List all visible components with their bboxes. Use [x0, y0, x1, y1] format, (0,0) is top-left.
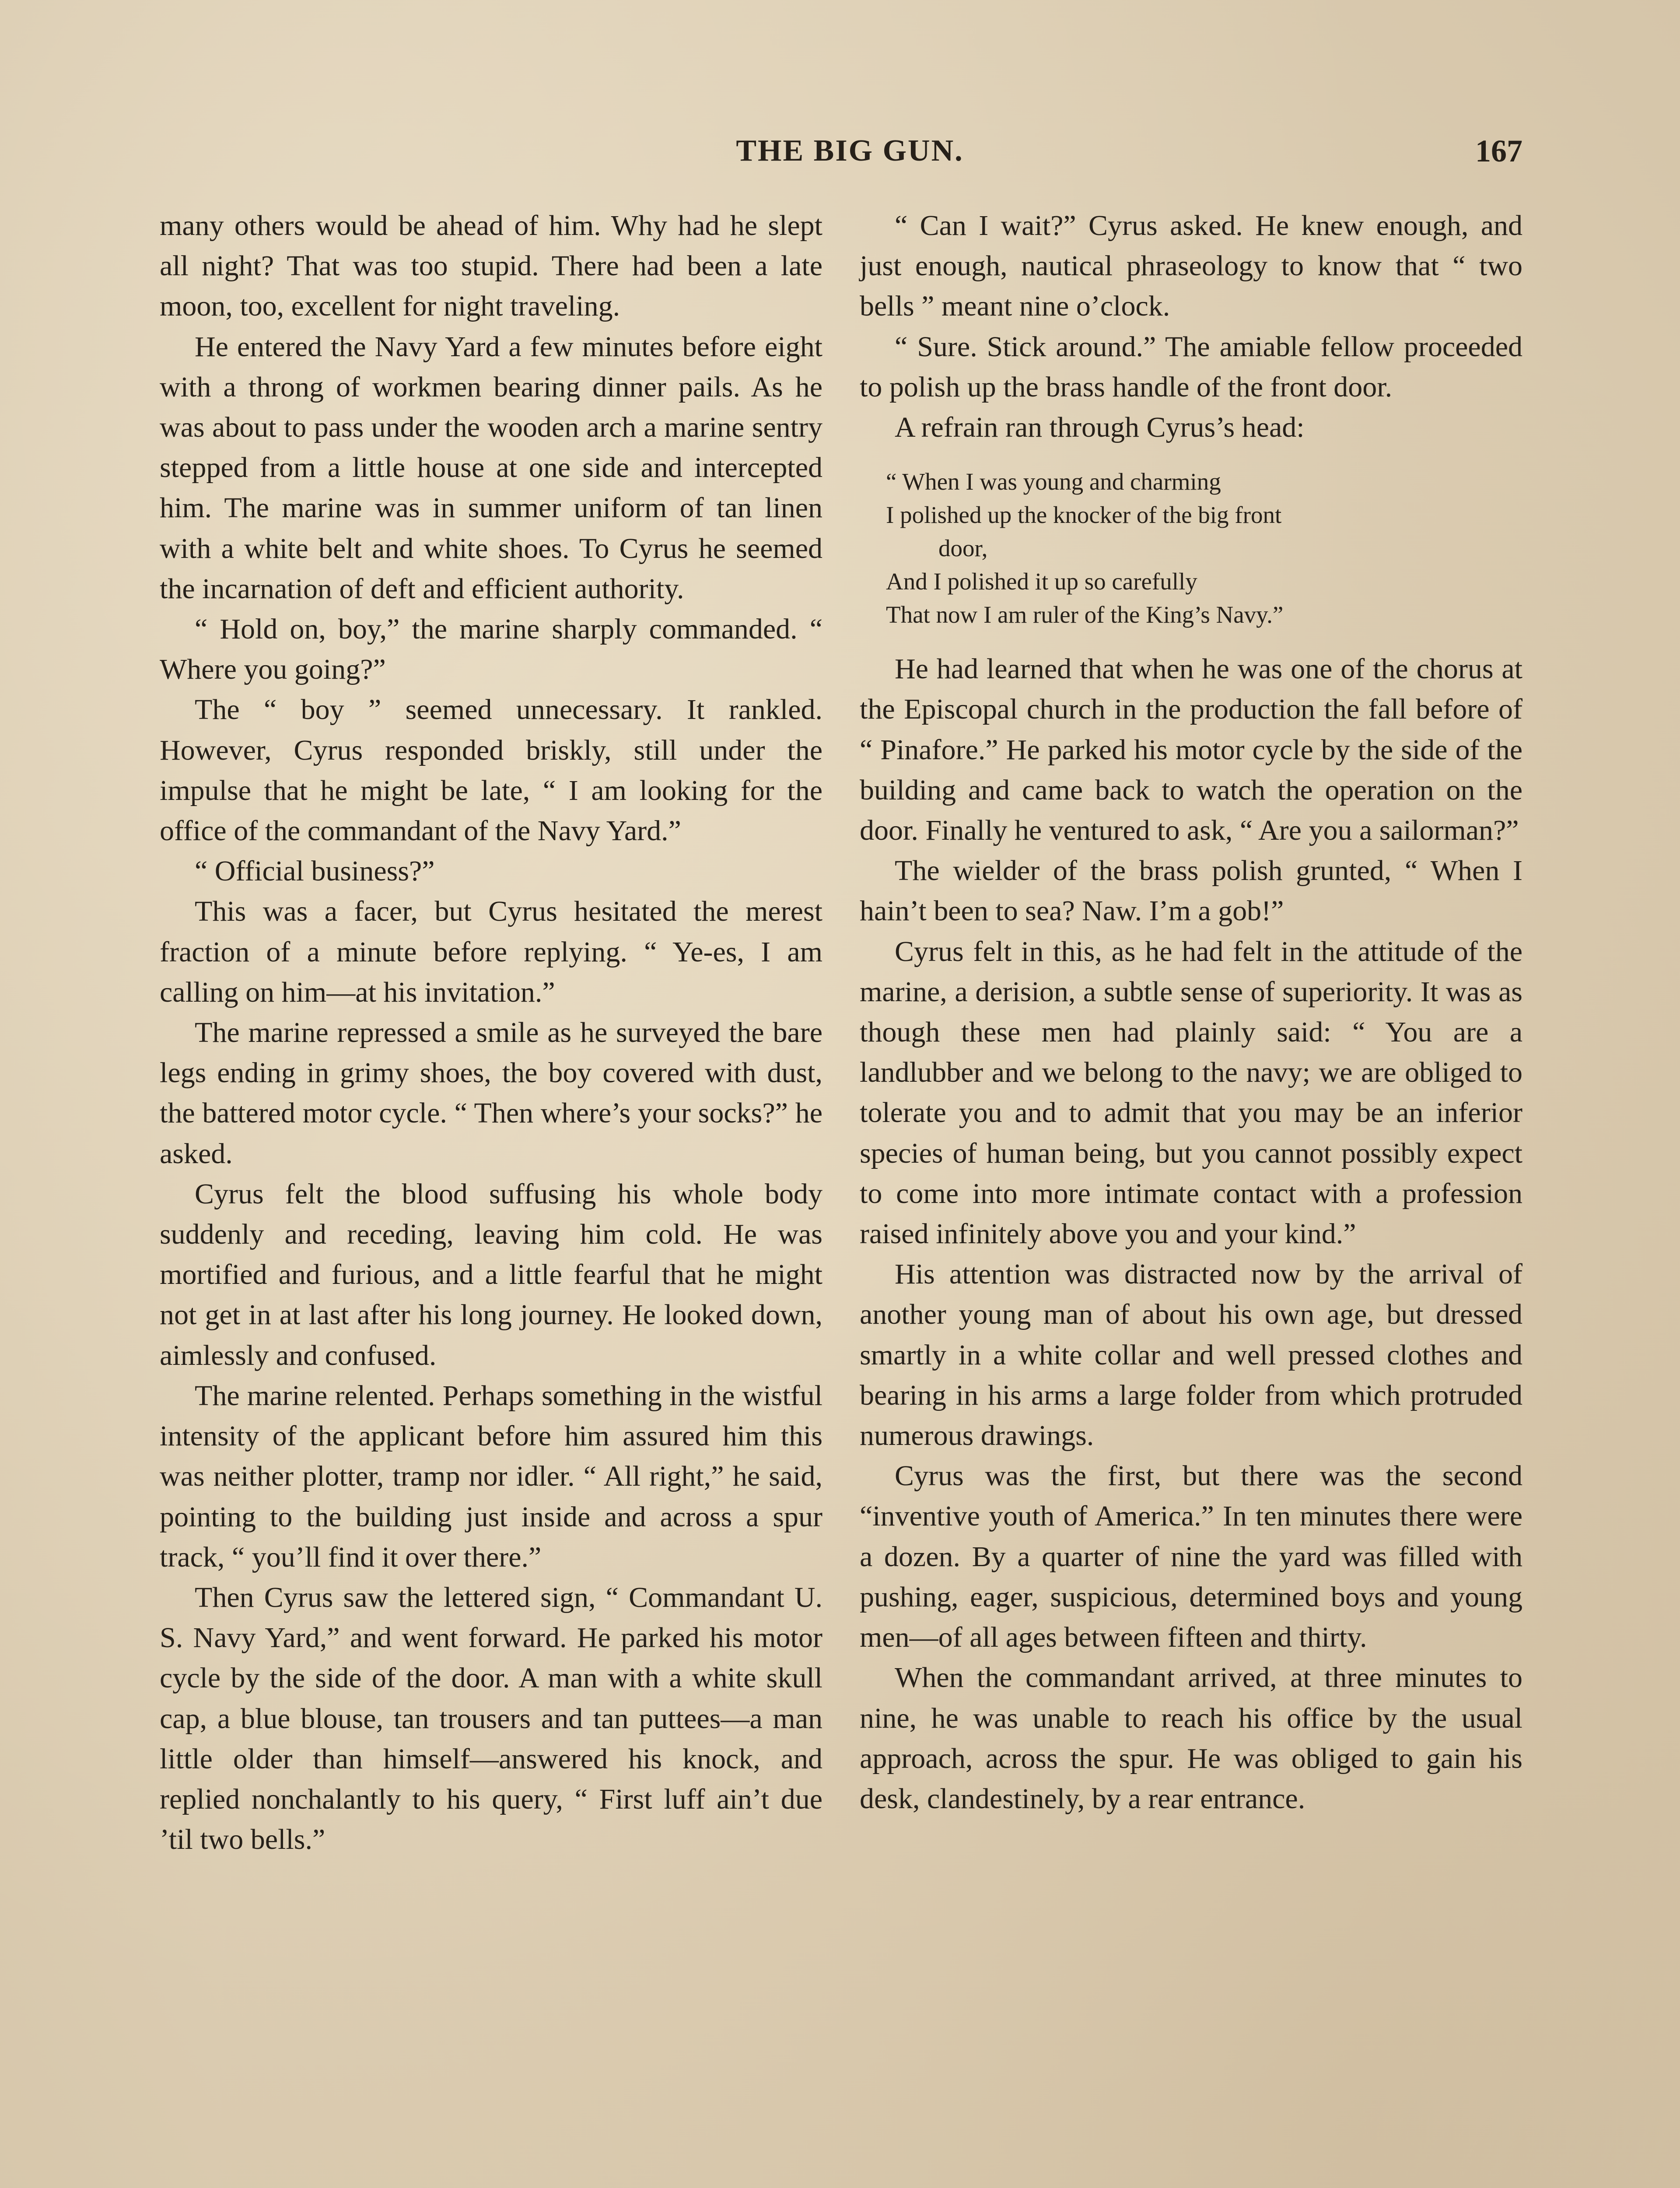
paragraph: The wielder of the brass polish grunted, “ When I hain’t been to sea? Naw. I’m a gob!” [860, 855, 1522, 927]
paragraph: He had learned that when he was one of the chorus at the Episcopal church in the production the fall before of “ Pinafore.” He parked his motor cycle by the side of the building and came back to watch the operation on the door. Finally he ventured to ask, “ Are you a sailorman?” [860, 653, 1522, 847]
verse-line: And I polished it up so carefully [886, 568, 1197, 595]
paragraph: When the commandant arrived, at three minutes to nine, he was unable to reach his office by the usual approach, across the spur. He was obliged to gain his desk, clandestinely, by a rear entrance. [860, 1662, 1522, 1815]
paragraph: Then Cyrus saw the lettered sign, “ Commandant U. S. Navy Yard,” and went forward. He parked his motor cycle by the side of the door. A man with a white skull cap, a blue blouse, tan trousers and tan puttees—a man little older than himself—answered his knock, and replied nonchalantly to his query, “ First luff ain’t due ’til two bells.” [160, 1581, 822, 1856]
paragraph: “ Official business?” [195, 855, 435, 887]
paragraph: “ Sure. Stick around.” The amiable fellow proceeded to polish up the brass handle of the front door. [860, 330, 1522, 403]
verse-line: I polished up the knocker of the big front [886, 501, 1282, 529]
paragraph: This was a facer, but Cyrus hesitated the merest fraction of a minute before replying. “ Ye-es, I am calling on him—at his invitation.” [160, 895, 822, 1008]
verse-line: That now I am ruler of the King’s Navy.” [886, 601, 1284, 628]
paragraph: “ Hold on, boy,” the marine sharply commanded. “ Where you going?” [160, 613, 822, 686]
paragraph: The marine relented. Perhaps something in the wistful intensity of the applicant before him assured him this was neither plotter, tramp nor idler. “ All right,” he said, pointing to the building just inside and across a spur track, “ you’ll find it over there.” [160, 1379, 822, 1573]
paragraph: His attention was distracted now by the arrival of another young man of about his own age, but dressed smartly in a white collar and well pressed clothes and bearing in his arms a large folder from which protruded numerous drawings. [860, 1258, 1522, 1452]
paragraph: A refrain ran through Cyrus’s head: [895, 411, 1305, 444]
paragraph: Cyrus was the first, but there was the second “inventive youth of America.” In ten minutes there were a dozen. By a quarter of nine the yard was filled with pushing, eager, suspicious, determined boys and young men—of all ages between fifteen and thirty. [860, 1460, 1522, 1654]
paragraph: The marine repressed a smile as he surveyed the bare legs ending in grimy shoes, the boy covered with dust, the battered motor cycle. “ Then where’s your socks?” he asked. [160, 1017, 822, 1170]
paragraph: Cyrus felt the blood suffusing his whole body suddenly and receding, leaving him cold. He was mortified and furious, and a little fearful that he might not get in at last after his long journey. He looked down, aimlessly and confused. [160, 1178, 822, 1371]
paragraph: The “ boy ” seemed unnecessary. It rankled. However, Cyrus responded briskly, still under the impulse that he might be late, “ I am looking for the office of the commandant of the Navy Yard.” [160, 694, 822, 847]
page-number: 167 [1475, 133, 1522, 168]
running-title: THE BIG GUN. [736, 134, 964, 168]
left-column [160, 206, 822, 1860]
paragraph: He entered the Navy Yard a few minutes before eight with a throng of workmen bearing dinner pails. As he was about to pass under the wooden arch a marine sentry stepped from a little house at one side and intercepted him. The marine was in summer uniform of tan linen with a white belt and white shoes. To Cyrus he seemed the incarnation of deft and efficient authority. [160, 330, 822, 605]
paragraph: “ Can I wait?” Cyrus asked. He knew enough, and just enough, nautical phraseology to know that “ two bells ” meant nine o’clock. [860, 210, 1522, 323]
paragraph: many others would be ahead of him. Why had he slept all night? That was too stupid. There had been a late moon, too, excellent for night traveling. [160, 210, 822, 323]
verse-line: door, [938, 535, 988, 562]
verse-quote [860, 465, 1522, 631]
right-column [860, 206, 1522, 1819]
verse-line: “ When I was young and charming [886, 468, 1221, 495]
paragraph: Cyrus felt in this, as he had felt in the attitude of the marine, a derision, a subtle sense of superiority. It was as though these men had plainly said: “ You are a landlubber and we belong to the navy; we are obliged to tolerate you and to admit that you may be an inferior species of human being, but you cannot possibly expect to come into more intimate contact with a profession raised infinitely above you and your kind.” [860, 935, 1522, 1250]
running-head [160, 131, 1522, 179]
